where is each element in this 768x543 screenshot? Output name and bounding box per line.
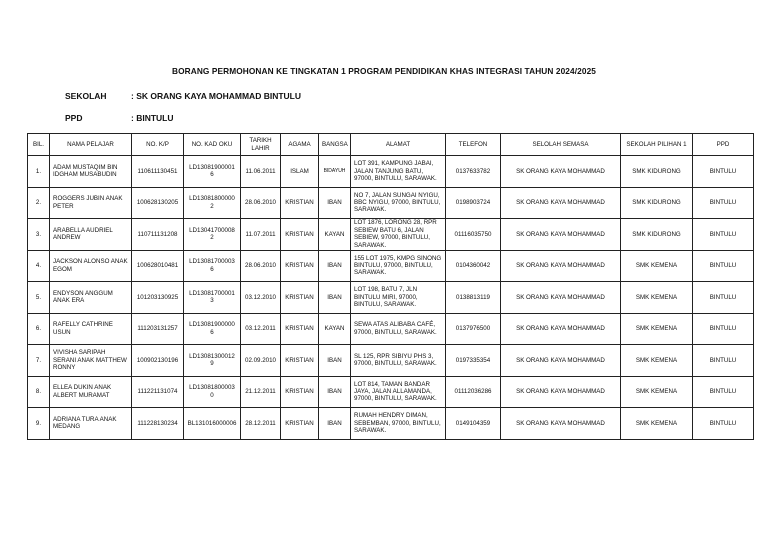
current-school-cell: SK ORANG KAYA MOHAMMAD (501, 376, 621, 408)
sekolah-label: SEKOLAH (65, 91, 107, 101)
table-row (28, 345, 754, 377)
ic-cell: 100628130205 (132, 187, 184, 219)
religion-cell: KRISTIAN (281, 408, 319, 440)
oku-card-cell: LD13081700003 6 (184, 250, 241, 282)
dob-cell: 21.12.2011 (241, 376, 281, 408)
ppd-cell: BINTULU (693, 282, 754, 314)
current-school-cell: SK ORANG KAYA MOHAMMAD (501, 187, 621, 219)
ppd-value: : BINTULU (131, 113, 174, 123)
race-cell: IBAN (319, 250, 351, 282)
ppd-cell: BINTULU (693, 313, 754, 345)
document-title: BORANG PERMOHONAN KE TINGKATAN 1 PROGRAM PENDIDIKAN KHAS INTEGRASI TAHUN 2024/2025 (171, 66, 596, 76)
religion-cell: KRISTIAN (281, 376, 319, 408)
sekolah-row (65, 91, 301, 101)
header-cell: SELOLAH SEMASA (501, 134, 621, 156)
table-row (28, 376, 754, 408)
ic-cell: 110611130451 (132, 156, 184, 188)
ic-cell: 111203131257 (132, 313, 184, 345)
oku-card-cell: BL131016000006 (184, 408, 241, 440)
sekolah-value: : SK ORANG KAYA MOHAMMAD BINTULU (131, 91, 301, 101)
table-header-row (28, 134, 754, 156)
school-choice-cell: SMK KEMENA (621, 345, 693, 377)
dob-cell: 03.12.2011 (241, 313, 281, 345)
race-cell: KAYAN (319, 219, 351, 251)
ppd-cell: BINTULU (693, 376, 754, 408)
race-cell: IBAN (319, 187, 351, 219)
religion-cell: KRISTIAN (281, 282, 319, 314)
ppd-row (65, 113, 174, 123)
table-row (28, 313, 754, 345)
race-cell: BIDAYUH (319, 156, 351, 188)
ppd-cell: BINTULU (693, 250, 754, 282)
name-cell: ARABELLA AUDRIEL ANDREW (50, 219, 132, 251)
header-cell: PPD (693, 134, 754, 156)
table-row (28, 282, 754, 314)
ic-cell: 110711131208 (132, 219, 184, 251)
school-choice-cell: SMK KEMENA (621, 376, 693, 408)
oku-card-cell: LD13081800000 2 (184, 187, 241, 219)
dob-cell: 02.09.2010 (241, 345, 281, 377)
race-cell: KAYAN (319, 313, 351, 345)
bil-cell: 7. (28, 345, 50, 377)
address-cell: 155 LOT 1975, KMPG SINONG BINTULU, 97000, BINTULU, SARAWAK. (351, 250, 446, 282)
address-cell: RUMAH HENDRY DIMAN, SEBEMBAN, 97000, BINTULU, SARAWAK. (351, 408, 446, 440)
bil-cell: 4. (28, 250, 50, 282)
address-cell: LOT 198, BATU 7, JLN BINTULU MIRI, 97000, BINTULU, SARAWAK. (351, 282, 446, 314)
phone-cell: 0137633782 (446, 156, 501, 188)
oku-card-cell: LD13081800003 0 (184, 376, 241, 408)
name-cell: ADAM MUSTAQIM BIN IDGHAM MUSABUDIN (50, 156, 132, 188)
table-row (28, 408, 754, 440)
address-cell: LOT 391, KAMPUNG JABAI, JALAN TANJUNG BATU, 97000, BINTULU, SARAWAK. (351, 156, 446, 188)
ppd-cell: BINTULU (693, 408, 754, 440)
bil-cell: 3. (28, 219, 50, 251)
header-cell: AGAMA (281, 134, 319, 156)
religion-cell: KRISTIAN (281, 250, 319, 282)
school-choice-cell: SMK KEMENA (621, 250, 693, 282)
name-cell: ADRIANA TURA ANAK MEDANG (50, 408, 132, 440)
religion-cell: KRISTIAN (281, 345, 319, 377)
bil-cell: 1. (28, 156, 50, 188)
ic-cell: 100902130196 (132, 345, 184, 377)
phone-cell: 01112036286 (446, 376, 501, 408)
religion-cell: KRISTIAN (281, 187, 319, 219)
race-cell: IBAN (319, 408, 351, 440)
table-row (28, 156, 754, 188)
applicant-table (27, 133, 754, 440)
header-cell: NO. KAD OKU (184, 134, 241, 156)
current-school-cell: SK ORANG KAYA MOHAMMAD (501, 250, 621, 282)
ppd-cell: BINTULU (693, 219, 754, 251)
header-cell: BIL. (28, 134, 50, 156)
phone-cell: 0104360042 (446, 250, 501, 282)
ic-cell: 101203130925 (132, 282, 184, 314)
school-choice-cell: SMK KEMENA (621, 282, 693, 314)
current-school-cell: SK ORANG KAYA MOHAMMAD (501, 345, 621, 377)
name-cell: VIVISHA SARIPAH SERANI ANAK MATTHEW RONNY (50, 345, 132, 377)
dob-cell: 11.06.2011 (241, 156, 281, 188)
dob-cell: 03.12.2010 (241, 282, 281, 314)
ppd-cell: BINTULU (693, 187, 754, 219)
header-cell: TARIKH LAHIR (241, 134, 281, 156)
name-cell: ELLEA DUKIN ANAK ALBERT MURAMAT (50, 376, 132, 408)
bil-cell: 9. (28, 408, 50, 440)
phone-cell: 01116035750 (446, 219, 501, 251)
race-cell: IBAN (319, 376, 351, 408)
address-cell: SEWA ATAS ALIBABA CAFÉ, 97000, BINTULU, SARAWAK. (351, 313, 446, 345)
race-cell: IBAN (319, 345, 351, 377)
current-school-cell: SK ORANG KAYA MOHAMMAD (501, 408, 621, 440)
ic-cell: 100628010481 (132, 250, 184, 282)
header-cell: ALAMAT (351, 134, 446, 156)
current-school-cell: SK ORANG KAYA MOHAMMAD (501, 219, 621, 251)
table-row (28, 250, 754, 282)
dob-cell: 28.06.2010 (241, 250, 281, 282)
bil-cell: 8. (28, 376, 50, 408)
school-choice-cell: SMK KIDURONG (621, 156, 693, 188)
phone-cell: 0197335354 (446, 345, 501, 377)
header-cell: TELEFON (446, 134, 501, 156)
ppd-cell: BINTULU (693, 156, 754, 188)
name-cell: ROGGERS JUBIN ANAK PETER (50, 187, 132, 219)
bil-cell: 6. (28, 313, 50, 345)
bil-cell: 5. (28, 282, 50, 314)
race-cell: IBAN (319, 282, 351, 314)
header-cell: BANGSA (319, 134, 351, 156)
school-choice-cell: SMK KIDURONG (621, 187, 693, 219)
school-choice-cell: SMK KIDURONG (621, 219, 693, 251)
address-cell: LOT 1876, LORONG 28, RPR SEBIEW BATU 6, JALAN SEBIEW, 97000, BINTULU, SARAWAK. (351, 219, 446, 251)
header-cell: NAMA PELAJAR (50, 134, 132, 156)
name-cell: JACKSON ALONSO ANAK EGOM (50, 250, 132, 282)
table-row (28, 187, 754, 219)
oku-card-cell: LD13081900000 6 (184, 313, 241, 345)
ic-cell: 111228130234 (132, 408, 184, 440)
address-cell: SL 125, RPR SIBIYU PHS 3, 97000, BINTULU, SARAWAK. (351, 345, 446, 377)
bil-cell: 2. (28, 187, 50, 219)
religion-cell: KRISTIAN (281, 219, 319, 251)
religion-cell: ISLAM (281, 156, 319, 188)
header-cell: SEKOLAH PILIHAN 1 (621, 134, 693, 156)
current-school-cell: SK ORANG KAYA MOHAMMAD (501, 313, 621, 345)
current-school-cell: SK ORANG KAYA MOHAMMAD (501, 156, 621, 188)
dob-cell: 28.12.2011 (241, 408, 281, 440)
school-choice-cell: SMK KEMENA (621, 313, 693, 345)
phone-cell: 0198903724 (446, 187, 501, 219)
school-choice-cell: SMK KEMENA (621, 408, 693, 440)
oku-card-cell: LD13081300012 9 (184, 345, 241, 377)
address-cell: NO 7, JALAN SUNGAI NYIGU, BBC NYIGU, 97000, BINTULU, SARAWAK. (351, 187, 446, 219)
name-cell: RAFELLY CATHRINE USUN (50, 313, 132, 345)
phone-cell: 0137976500 (446, 313, 501, 345)
table-row (28, 219, 754, 251)
dob-cell: 28.06.2010 (241, 187, 281, 219)
oku-card-cell: LD13081700001 3 (184, 282, 241, 314)
name-cell: ENDYSON ANGGUM ANAK ERA (50, 282, 132, 314)
phone-cell: 0149104359 (446, 408, 501, 440)
religion-cell: KRISTIAN (281, 313, 319, 345)
oku-card-cell: LD13081900001 6 (184, 156, 241, 188)
header-cell: NO. K/P (132, 134, 184, 156)
ppd-cell: BINTULU (693, 345, 754, 377)
current-school-cell: SK ORANG KAYA MOHAMMAD (501, 282, 621, 314)
dob-cell: 11.07.2011 (241, 219, 281, 251)
ic-cell: 111221131074 (132, 376, 184, 408)
ppd-label: PPD (65, 113, 83, 123)
address-cell: LOT 814, TAMAN BANDAR JAYA, JALAN ALLAMANDA, 97000, BINTULU, SARAWAK. (351, 376, 446, 408)
oku-card-cell: LD13041700008 2 (184, 219, 241, 251)
phone-cell: 0138813119 (446, 282, 501, 314)
